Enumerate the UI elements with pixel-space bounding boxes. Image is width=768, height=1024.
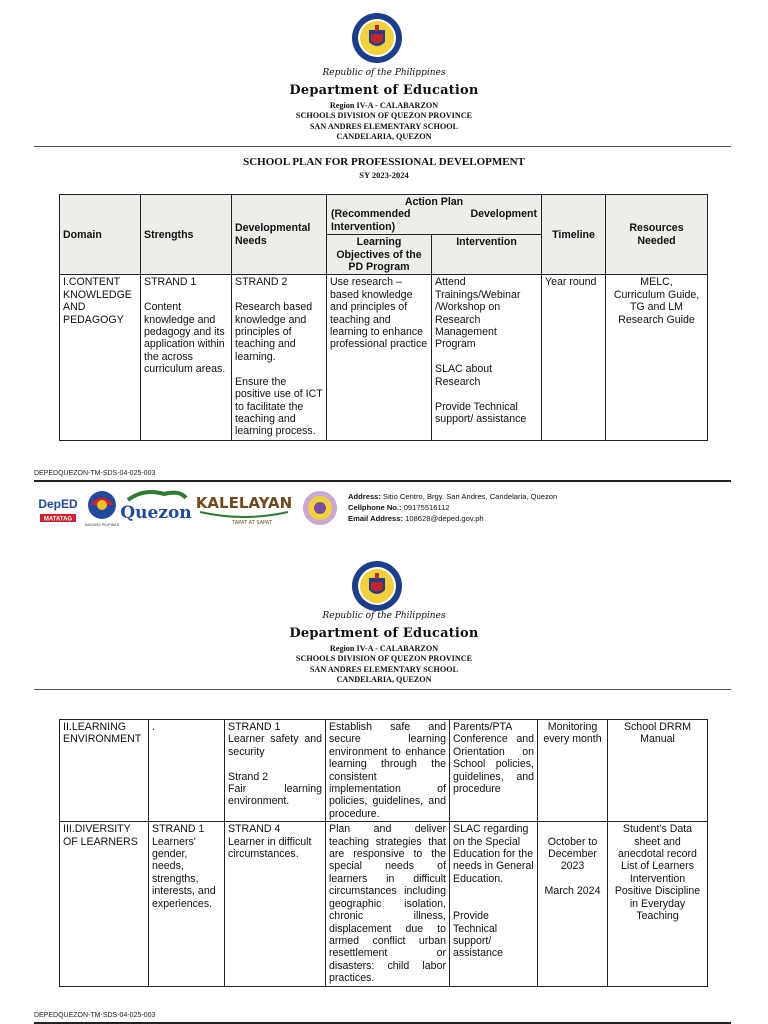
document-code: DEPEDQUEZON-TM-SDS-04-025-003 <box>34 1012 156 1019</box>
republic-line: Republic of the Philippines <box>322 611 446 621</box>
region-line: Region IV-A - CALABARZON <box>329 101 439 110</box>
recommended-line <box>331 208 537 220</box>
footer-divider <box>34 480 731 482</box>
cell-objectives: Establish safe and secure learning environment to enhance learning through the consistent implementation of policies, guidelines, and procedure. <box>326 720 450 822</box>
cell-objectives: Use research – based knowledge and principles of teaching and learning to enhance professional practice <box>327 275 432 441</box>
cell-dev-needs: STRAND 2 Research based knowledge and principles of teaching and learning. Ensure the positive use of ICT to facilitate the teaching and learning process. <box>232 275 327 441</box>
cell-intervention: Attend Trainings/Webinar /Workshop on Research Management Program SLAC about Research Provide Technical support/ assistance <box>432 275 542 441</box>
cell-strengths: STRAND 1 Learners' gender, needs, strengths, interests, and experiences. <box>149 822 225 986</box>
header-divider <box>34 146 731 147</box>
pd-plan-table-2 <box>59 719 708 987</box>
recommended-c: Intervention) <box>331 220 396 233</box>
republic-line: Republic of the Philippines <box>322 68 446 78</box>
recommended-b: Development <box>470 208 537 221</box>
document-title: SCHOOL PLAN FOR PROFESSIONAL DEVELOPMENT <box>243 156 525 168</box>
email-line <box>348 513 557 524</box>
kalelayan-logo-icon <box>192 488 296 528</box>
location-line: CANDELARIA, QUEZON <box>336 132 432 141</box>
region-line: Region IV-A - CALABARZON <box>329 644 439 653</box>
matatag-logo-text: MATATAG <box>43 516 73 523</box>
phone-line <box>348 502 557 513</box>
document-code: DEPEDQUEZON-TM-SDS-04-025-003 <box>34 470 156 477</box>
footer-logos <box>36 488 341 528</box>
division-line: SCHOOLS DIVISION OF QUEZON PROVINCE <box>295 111 473 120</box>
cell-dev-needs: STRAND 1 Learner safety and security Strand 2 Fair learning environment. <box>225 720 326 822</box>
department-name: Department of Education <box>289 83 479 98</box>
header-divider <box>34 689 731 690</box>
cell-intervention: SLAC regarding on the Special Education for the needs in General Education. Provide Technical support/ assistance <box>450 822 538 986</box>
cell-resources: MELC, Curriculum Guide, TG and LM Research Guide <box>606 275 708 441</box>
deped-seal-icon <box>351 560 403 612</box>
phone-value: 09175516112 <box>403 503 450 512</box>
location-line: CANDELARIA, QUEZON <box>336 675 432 684</box>
table-row <box>60 720 708 822</box>
page-2 <box>0 548 768 1024</box>
email-label: Email Address: <box>348 514 404 523</box>
cell-timeline: October to December 2023 March 2024 <box>538 822 608 986</box>
cell-domain: I.CONTENT KNOWLEDGE AND PEDAGOGY <box>60 275 141 441</box>
recommended-a: (Recommended <box>331 208 411 221</box>
cell-strengths: STRAND 1 Content knowledge and pedagogy and its application within the across curriculum areas. <box>141 275 232 441</box>
school-line: SAN ANDRES ELEMENTARY SCHOOL <box>309 665 459 674</box>
cell-resources: School DRRM Manual <box>608 720 708 822</box>
school-line: SAN ANDRES ELEMENTARY SCHOOL <box>309 122 459 131</box>
header-developmental-needs: Developmental Needs <box>232 195 327 275</box>
header-strengths: Strengths <box>141 195 232 275</box>
bagong-pilipinas-text: BAGONG PILIPINAS <box>85 523 119 527</box>
address-label: Address: <box>348 492 381 501</box>
cell-strengths: . <box>149 720 225 822</box>
school-logo-icon <box>302 488 338 528</box>
address-line <box>348 491 557 502</box>
deped-seal-icon <box>351 12 403 64</box>
table-row <box>60 822 708 986</box>
cell-timeline: Year round <box>542 275 606 441</box>
cell-timeline: Monitoring every month <box>538 720 608 822</box>
quezon-logo-icon <box>120 488 192 528</box>
header-domain: Domain <box>60 195 141 275</box>
email-value: 108628@deped.gov.ph <box>405 514 484 523</box>
pd-plan-table-1 <box>59 194 708 441</box>
header-action-plan <box>327 195 542 235</box>
cell-domain: III.DIVERSITY OF LEARNERS <box>60 822 149 986</box>
header-objectives: Learning Objectives of the PD Program <box>327 235 432 275</box>
header-resources: Resources Needed <box>606 195 708 275</box>
table-row <box>60 275 708 441</box>
school-year: SY 2023-2024 <box>359 170 409 180</box>
quezon-logo-text: Quezon <box>120 503 192 523</box>
cell-objectives: Plan and deliver teaching strategies that are responsive to the special needs of learners in difficult circumstances including geographic isolation, chronic illness, displacement due to armed conflict urban resettlement or disasters: child labor practices. <box>326 822 450 986</box>
kalelayan-sub-text: TAPAT AT SAPAT <box>232 520 272 526</box>
kalelayan-logo-text: KALELAYAN <box>195 494 293 512</box>
division-line: SCHOOLS DIVISION OF QUEZON PROVINCE <box>295 654 473 663</box>
bagong-pilipinas-logo-icon <box>84 488 120 528</box>
address-value: Sitio Centro, Brgy. San Andres, Candelaria, Quezon <box>383 492 558 501</box>
header-intervention: Intervention <box>432 235 542 275</box>
department-name: Department of Education <box>289 626 479 641</box>
school-contact-block <box>348 491 557 524</box>
cell-domain: II.LEARNING ENVIRONMENT <box>60 720 149 822</box>
deped-logo-text: DepED <box>38 497 78 511</box>
action-plan-label: Action Plan <box>404 196 464 208</box>
cell-resources: Student's Data sheet and anecdotal record List of Learners Intervention Positive Discipline in Everyday Teaching <box>608 822 708 986</box>
phone-label: Cellphone No.: <box>348 503 402 512</box>
header-timeline: Timeline <box>542 195 606 275</box>
deped-matatag-logo-icon <box>36 488 80 528</box>
cell-dev-needs: STRAND 4 Learner in difficult circumstances. <box>225 822 326 986</box>
cell-intervention: Parents/PTA Conference and Orientation on School policies, guidelines, and procedure <box>450 720 538 822</box>
